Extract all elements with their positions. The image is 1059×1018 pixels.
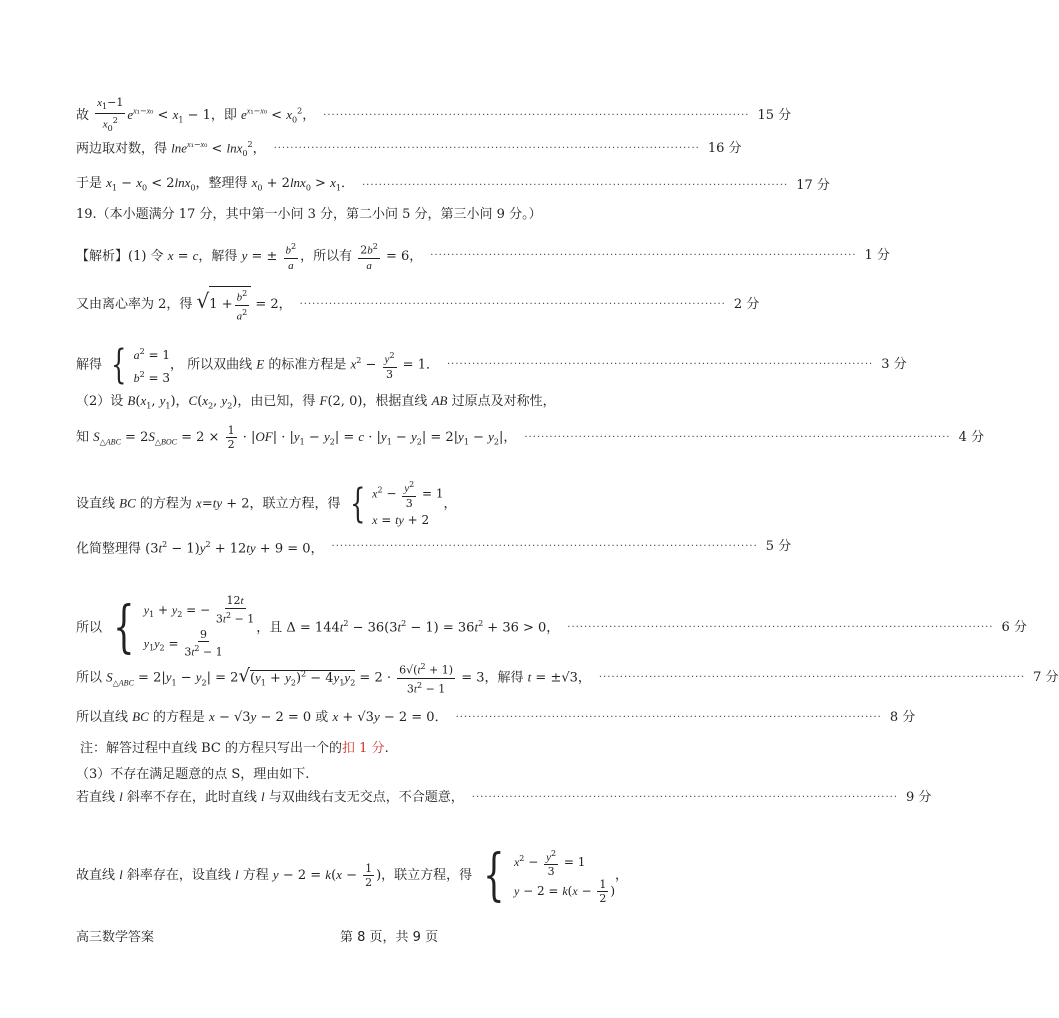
footer-subject: 高三数学答案 — [76, 930, 155, 945]
score-label: 6 分 — [1001, 619, 1027, 635]
answer-line-5 — [76, 536, 792, 558]
part-2-intro — [76, 392, 636, 416]
line-text: 【解析】(1) 令 x = c，解得 y = ± $\frac{b^2}{a}$ ，所以有 $\frac{2b^2}{a}$ = 6， — [76, 242, 423, 272]
line-text: 又由离心率为 2，得 √1 + $\frac{b^2}{a^2}$ = 2， — [76, 286, 292, 323]
answer-line-8 — [76, 708, 916, 727]
score-label: 4 分 — [958, 429, 984, 445]
deduction-text: 扣 1 分 — [342, 741, 385, 756]
score-label: 2 分 — [733, 296, 760, 312]
line-text: 化简整理得 $(3t^2 - 1)y^2 + 12ty + 9 = 0$， — [76, 540, 324, 557]
answer-line-16 — [76, 136, 742, 163]
leader-dots: ······································································································ — [273, 143, 700, 155]
leader-dots: ······································································································ — [299, 298, 726, 310]
score-label: 17 分 — [796, 177, 830, 193]
line-text: 设直线 BC 的方程为 x=ty + 2，联立方程，得 { $x^2$ − $\frac{y^2}{3}$ = 1 x = ty + 2 ， — [76, 480, 457, 527]
line-text: 故直线 l 斜率存在，设直线 l 方程 y − 2 = k(x − $\frac{1}{2}$ )，联立方程，得 { $x^2$ − $\frac{y^2}{3}$ = 1 y − 2 = k(x − $\frac{1}{2}$ ) ， — [76, 842, 629, 908]
leader-dots: ······································································································ — [455, 711, 882, 723]
line-text: 于是 $x_1 - x_0 < 2\ln x_0$，整理得 $x_0 + 2\ln x_0 > x_1$． — [76, 175, 354, 193]
score-label: 5 分 — [765, 539, 792, 555]
line-text: 若直线 l 斜率不存在，此时直线 l 与双曲线右支无交点，不合题意， — [76, 789, 464, 805]
leader-dots: ······································································································ — [446, 359, 874, 370]
grading-note — [80, 740, 640, 758]
leader-dots: ······································································································ — [430, 250, 857, 262]
leader-dots: ······································································································ — [471, 791, 899, 803]
footer-page-number: 第 8 页，共 9 页 — [340, 930, 439, 945]
question-19-header — [76, 206, 636, 224]
line-l-equation — [76, 842, 636, 908]
line-text: 两边取对数，得 lne$^{x_1-x_0}$ < lnx$_0^2$， — [76, 140, 266, 158]
score-label: 8 分 — [889, 709, 916, 725]
answer-line-9 — [76, 788, 932, 807]
answer-line-1 — [76, 240, 890, 273]
answer-line-7 — [76, 660, 1059, 696]
line-text: （3）不存在满足题意的点 S，理由如下. — [76, 767, 310, 782]
line-text: （2）设 $B(x_1$, $y_1$)，$C(x_2$, $y_2$)，由已知，得 F(2, 0)，根据直线 AB 过原点及对称性， — [76, 393, 556, 411]
line-text: 所以 $S_{\triangle ABC} = 2|y_1 - y_2| = 2√(y_1 + y_2)^2 - 4y_1y_2 = 2$ · $\frac{6√(t^2 + 1)}{3t^2 - 1}$ = 3，解得 t = ±√3， — [76, 662, 591, 696]
line-text: 所以直线 BC 的方程是 x − √3y − 2 = 0 或 x + √3y − 2 = 0． — [76, 709, 448, 725]
score-label: 15 分 — [757, 107, 792, 123]
score-label: 9 分 — [906, 789, 932, 805]
answer-line-17 — [76, 174, 830, 198]
leader-dots: ······································································································ — [323, 109, 750, 121]
leader-dots: ······································································································ — [331, 541, 758, 553]
answer-line-2 — [76, 286, 760, 323]
part-3-intro — [76, 766, 636, 784]
score-label: 1 分 — [864, 248, 890, 264]
leader-dots: ······································································································ — [598, 672, 1026, 684]
line-text: 故 $\frac{x_1-1}{x_0^2}$ $e^{x_1-x_0} < x_1 - 1$，即 $e^{x_1-x_0} < x_0^2$， — [76, 96, 316, 134]
line-text: 19.（本小题满分 17 分，其中第一小问 3 分，第二小问 5 分，第三小问 9 分。） — [76, 207, 542, 222]
line-text: 知 $S_{\triangle ABC} = 2S_{\triangle BOC} = 2$ × $\frac{1}{2}$ · $|OF| \cdot |y_1 - y_2| = c \cdot |y_1 - y_2| = 2|y_1 - y_2|$， — [76, 424, 517, 451]
answer-line-3 — [76, 342, 907, 388]
line-text: 所以 { $y_1 + y_2$ = − $\frac{12t}{3t^2 - 1}$ $y_1y_2$ = $\frac{9}{3t^2 - 1}$ ，且 $\Delta = 144t^2 - 36(3t^2 - 1) = 36t^2 + 36 > 0$， — [76, 594, 560, 660]
line-bc-equation — [76, 478, 636, 530]
leader-dots: ······································································································ — [361, 179, 789, 191]
leader-dots: ······································································································ — [524, 431, 951, 443]
leader-dots: ······································································································ — [567, 621, 994, 633]
line-text: 解得 { $a^2 = 1$ $b^2 = 3$ ， 所以双曲线 E 的标准方程是 $x^2$ − $\frac{y^2}{3}$ = 1． — [76, 342, 439, 388]
score-label: 7 分 — [1033, 670, 1059, 686]
score-label: 16 分 — [707, 141, 742, 157]
answer-line-4 — [76, 424, 984, 452]
answer-line-15 — [76, 96, 792, 135]
answer-line-6 — [76, 594, 1027, 662]
score-label: 3 分 — [881, 357, 907, 372]
note-text: 注：解答过程中直线 BC 的方程只写出一个的扣 1 分. — [80, 741, 389, 756]
